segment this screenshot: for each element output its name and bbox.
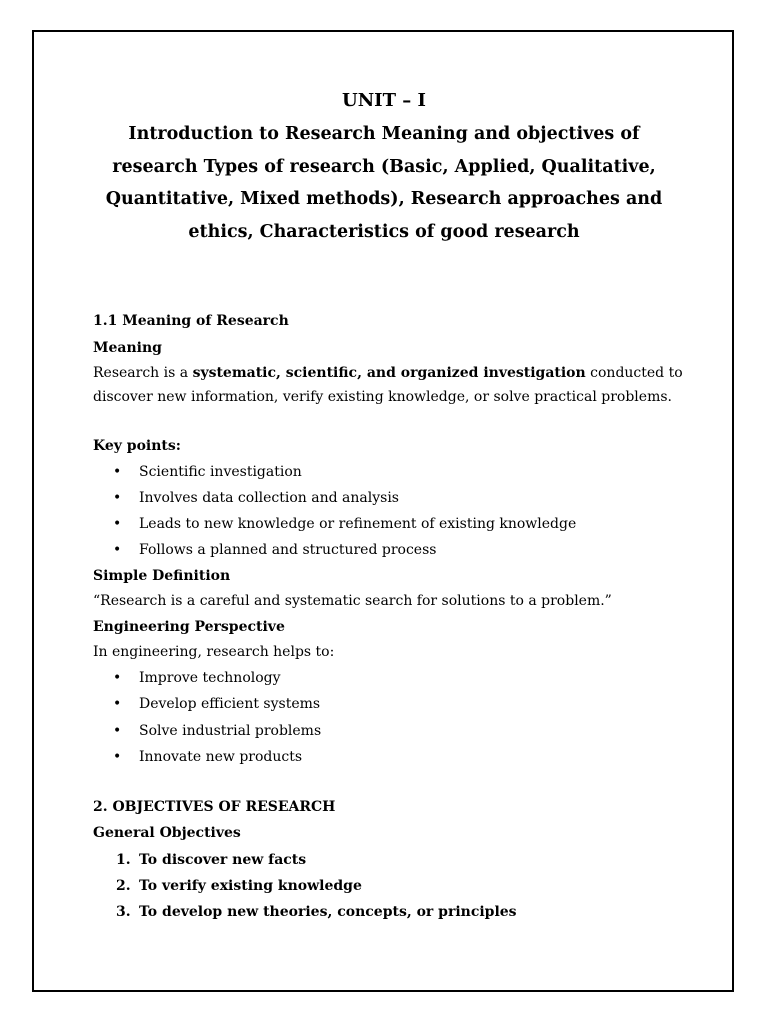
bullet-icon: •	[113, 749, 122, 765]
key-points-label: Key points:	[93, 438, 181, 454]
meaning-text-bold: systematic, scientific, and organized investigation	[192, 365, 586, 381]
simple-definition-text: “Research is a careful and systematic search for solutions to a problem.”	[93, 593, 612, 609]
bullet-icon: •	[113, 464, 122, 480]
general-objectives-label: General Objectives	[93, 825, 241, 841]
unit-heading: UNIT – I	[342, 90, 426, 111]
bullet-icon: •	[113, 490, 122, 506]
bullet-icon: •	[113, 670, 122, 686]
list-item: 1. To discover new facts	[116, 852, 307, 868]
meaning-label: Meaning	[93, 340, 162, 356]
list-item: • Innovate new products	[113, 749, 303, 765]
unit-title: Introduction to Research Meaning and objectives of research Types of research (Basic, Applied, Qualitative, Quantitative, Mixed methods), Research approaches and ethics, Characteristics of good research	[105, 124, 663, 242]
list-item: 3. To develop new theories, concepts, or principles	[116, 904, 517, 920]
meaning-text-post: conducted to discover new information, verify existing knowledge, or solve practical problems.	[93, 365, 683, 405]
bullet-icon: •	[113, 696, 122, 712]
engineering-perspective-label: Engineering Perspective	[93, 619, 285, 635]
list-item: • Solve industrial problems	[113, 723, 322, 739]
list-item: • Leads to new knowledge or refinement of existing knowledge	[113, 516, 577, 532]
section-heading-objectives: 2. OBJECTIVES OF RESEARCH	[93, 799, 336, 815]
meaning-paragraph	[93, 362, 683, 409]
bullet-icon: •	[113, 723, 122, 739]
meaning-text-pre: Research is a	[93, 365, 193, 381]
list-item: • Scientific investigation	[113, 464, 302, 480]
list-item: 2. To verify existing knowledge	[116, 878, 362, 894]
list-item: • Improve technology	[113, 670, 281, 686]
list-item: • Follows a planned and structured process	[113, 542, 437, 558]
list-item: • Develop efficient systems	[113, 696, 321, 712]
section-heading-meaning: 1.1 Meaning of Research	[93, 313, 289, 329]
bullet-icon: •	[113, 542, 122, 558]
simple-definition-label: Simple Definition	[93, 568, 231, 584]
bullet-icon: •	[113, 516, 122, 532]
engineering-intro: In engineering, research helps to:	[93, 644, 335, 660]
list-item: • Involves data collection and analysis	[113, 490, 399, 506]
